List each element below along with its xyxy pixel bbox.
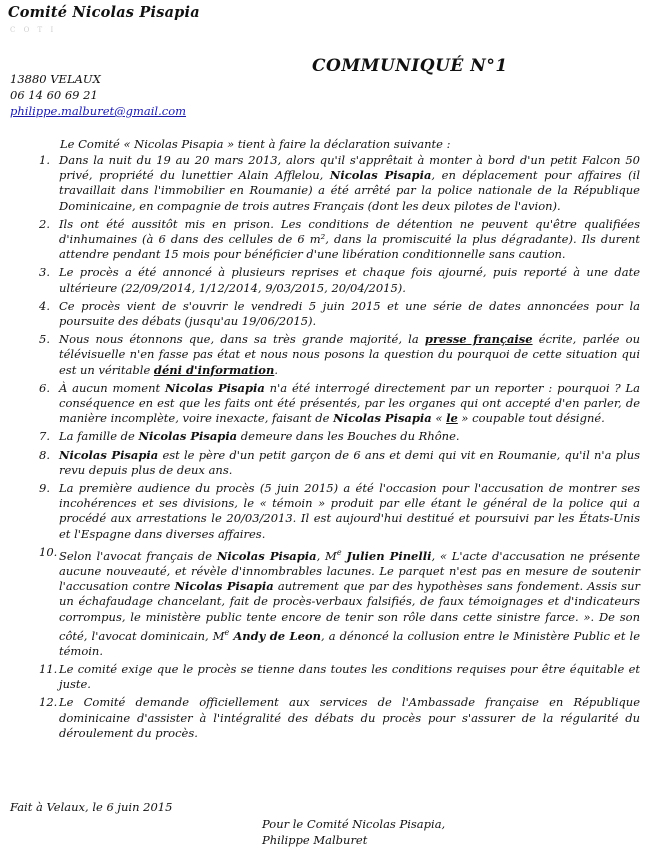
list-item-text: écrite, parlée ou télévisuelle n'en fasse pas état et nous nous posons la question du pourquoi de cette situation qui est un véritable — [59, 332, 640, 377]
list-item-text: Le comité exige que le procès se tienne dans toutes les conditions requises pour être équitable et juste. — [59, 661, 640, 692]
list-item-text: Andy de Leon — [233, 628, 321, 643]
list-item — [12, 429, 640, 444]
list-item-text: e — [224, 627, 230, 637]
list-item-text: e — [336, 547, 342, 557]
contact-address: 13880 VELAUX — [10, 72, 101, 86]
list-item-text: est le père d'un petit garçon de 6 ans et demi qui vit en Roumanie, qu'il n'a plus revu depuis plus de deux ans. — [59, 447, 640, 477]
intro-statement: Le Comité « Nicolas Pisapia » tient à faire la déclaration suivante : — [60, 137, 451, 151]
list-item-number: 7. — [39, 429, 50, 444]
list-item-number: 3. — [39, 265, 50, 280]
list-item — [12, 299, 640, 329]
faint-header-text: C O T I — [10, 26, 57, 34]
list-item-text: Dans la nuit du 19 au 20 mars 2013, alors qu'il s'apprêtait à monter à bord d'un petit Falcon 50 privé, propriété du lunettier Alain Afflelou, — [59, 153, 640, 183]
list-item-text: Nicolas Pisapia — [329, 168, 432, 183]
list-item-number: 11. — [39, 661, 58, 676]
list-item-text: , a dénoncé la collusion entre le Ministère Public et le témoin. — [59, 628, 640, 658]
list-item-text: » coupable tout désigné. — [457, 411, 605, 426]
contact-phone: 06 14 60 69 21 — [10, 88, 98, 102]
list-item-number: 9. — [39, 481, 50, 496]
committee-title: Comité Nicolas Pisapia — [8, 4, 200, 21]
list-item-text: Ce procès vient de s'ouvrir le vendredi 5 juin 2015 et une série de dates annoncées pour la poursuite des débats (jusqu'au 19/06/2015). — [59, 298, 640, 329]
list-item-text: . — [274, 362, 278, 377]
list-item-text: n'a été interrogé directement par un reporter : pourquoi ? La conséquence en est que les faits ont été présentés, par les organes qui ont accepté d'en parler, de manière incomplète, voire inexacte, faisant de — [59, 380, 641, 426]
list-item-text: , « L'acte d'accusation ne présente aucune nouveauté, et révèle d'innombrables lacunes. Le parquet n'est pas en mesure de soutenir l'accusation contre — [59, 548, 640, 594]
list-item — [12, 217, 640, 263]
list-item-number: 8. — [39, 447, 50, 462]
list-item-number: 10. — [39, 544, 58, 559]
list-item-text: Le Comité demande officiellement aux services de l'Ambassade française en République dominicaine d'assister à l'intégralité des débats du procès pour s'assurer de la régularité du déroulement du procès. — [59, 695, 640, 740]
list-item-number: 5. — [39, 332, 50, 347]
list-item-text: Nicolas Pisapia — [174, 579, 274, 594]
list-item-number: 12. — [39, 695, 58, 710]
list-item — [12, 448, 640, 478]
list-item-text: presse française — [424, 332, 533, 347]
list-item-text: , M — [316, 548, 337, 563]
contact-email-link[interactable]: philippe.malburet@gmail.com — [10, 104, 187, 118]
list-item-number: 2. — [39, 216, 50, 231]
list-item-text: Nicolas Pisapia — [59, 447, 159, 462]
place-date: Fait à Velaux, le 6 juin 2015 — [10, 800, 173, 814]
list-item-text: La première audience du procès (5 juin 2015) a été l'occasion pour l'accusation de montrer ses incohérences et ses divisions, le « témoin » produit par elle étant le général de la police qui a procédé aux arrestations le 20/03/2013. Il est aujourd'hui destitué et poursuivi par les États-Unis et l'Espagne dans diverses affaires. — [59, 481, 640, 541]
list-item — [12, 265, 640, 295]
list-item — [12, 662, 640, 692]
list-item-text: À aucun moment — [59, 380, 165, 395]
list-item-text: Julien Pinelli — [346, 548, 432, 563]
communique-title: COMMUNIQUÉ N°1 — [312, 56, 508, 76]
list-item-text: Nicolas Pisapia — [164, 380, 265, 395]
list-item-text: Nicolas Pisapia — [138, 429, 238, 444]
declaration-list — [12, 153, 640, 744]
list-item — [12, 332, 640, 378]
list-item-text: autrement que par des hypothèses sans fondement. Assis sur un échafaudage chancelant, fait de procès-verbaux falsifiés, de faux témoignages et d'indicateurs corrompus, le ministère public tente encore de tenir son rôle dans cette sinistre farce. ». De son côté, l'avocat dominicain, M — [59, 579, 640, 643]
list-item — [12, 381, 640, 427]
list-item-text: Nicolas Pisapia — [216, 548, 317, 563]
signature-line-committee: Pour le Comité Nicolas Pisapia, — [262, 817, 446, 831]
list-item-number: 4. — [39, 298, 50, 313]
list-item-number: 6. — [39, 380, 50, 395]
list-item-text: Nicolas Pisapia — [333, 411, 432, 426]
signature-name: Philippe Malburet — [262, 833, 368, 847]
list-item-number: 1. — [39, 153, 50, 167]
list-item — [12, 481, 640, 542]
list-item-text: , en déplacement pour affaires (il travaillait dans l'immobilier en Roumanie) a été arrêté par la police nationale de la République Dominicaine, en compagnie de trois autres Français (dont les deux pilotes de l'avion). — [59, 168, 640, 213]
list-item-text: La famille de — [59, 429, 139, 444]
list-item-text: déni d'information — [153, 362, 275, 377]
list-item-text: Le procès a été annoncé à plusieurs reprises et chaque fois ajourné, puis reporté à une date ultérieure (22/09/2014, 1/12/2014, 9/03/2015, 20/04/2015). — [59, 265, 640, 295]
list-item-text: « — [431, 411, 447, 426]
list-item — [12, 695, 640, 741]
list-item — [12, 545, 640, 659]
list-item-text: Ils ont été aussitôt mis en prison. Les conditions de détention ne peuvent qu'être qualifiées d'inhumaines (à 6 dans des cellules de 6 m², dans la promiscuité la plus dégradante). Ils durent attendre pendant 15 mois pour bénéficier d'une libération conditionnelle sans caution. — [59, 216, 640, 262]
list-item-text: le — [446, 411, 458, 426]
list-item — [12, 153, 640, 214]
list-item-text: Selon l'avocat français de — [59, 548, 217, 563]
list-item-text: Nous nous étonnons que, dans sa très grande majorité, la — [59, 332, 425, 347]
list-item-text: demeure dans les Bouches du Rhône. — [237, 429, 460, 444]
